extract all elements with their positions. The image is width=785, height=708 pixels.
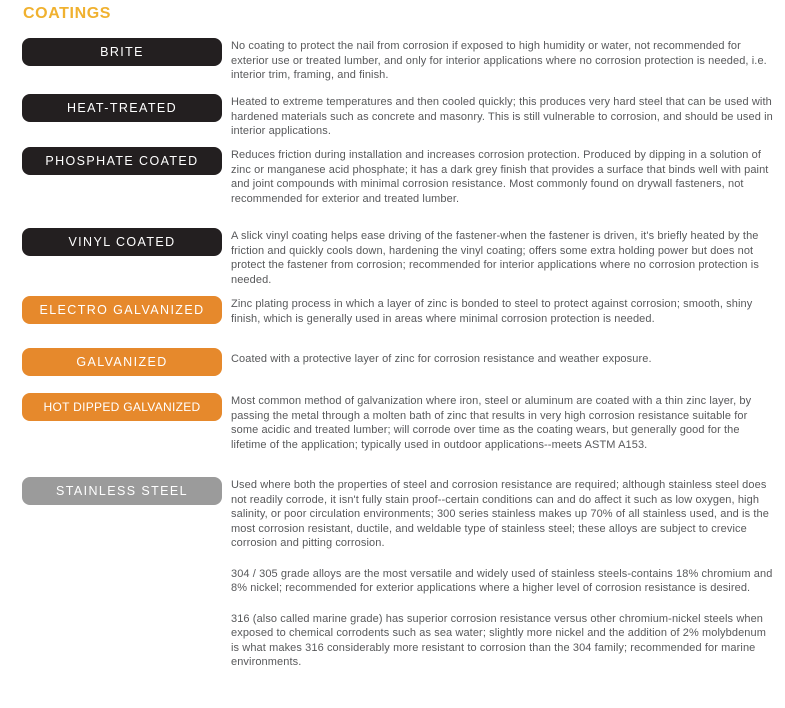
coating-badge-electro-galvanized: ELECTRO GALVANIZED [22,296,222,324]
coating-description-heat-treated [231,94,777,139]
coating-row-stainless-steel [22,477,777,670]
coating-badge-vinyl-coated: VINYL COATED [22,228,222,256]
coating-badge-brite: BRITE [22,38,222,66]
coating-description-hot-dipped-galvanized [231,393,777,452]
coating-badge-galvanized: GALVANIZED [22,348,222,376]
description-paragraph: A slick vinyl coating helps ease driving of the fastener-when the fastener is driven, it's briefly heated by the friction and quickly cools down, hardening the vinyl coating; offers some extra holding power but does not protect the fastener from corrosion; recommended for interior applications where no corrosion protection is needed. [231,230,759,286]
coating-badge-stainless-steel: STAINLESS STEEL [22,477,222,505]
coating-description-vinyl-coated [231,228,777,287]
coating-description-electro-galvanized [231,296,777,326]
coating-description-phosphate-coated [231,147,777,206]
coating-description-galvanized [231,348,777,367]
description-paragraph: Coated with a protective layer of zinc for corrosion resistance and weather exposure. [231,353,652,365]
coating-row-brite [22,38,777,83]
coating-row-vinyl-coated [22,228,777,287]
coating-row-hot-dipped-galvanized [22,393,777,452]
coating-badge-heat-treated: HEAT-TREATED [22,94,222,122]
description-paragraph: No coating to protect the nail from corrosion if exposed to high humidity or water, not recommended for exterior use or treated lumber, and only for interior applications where no corrosion protection is needed, i.e. interior trim, framing, and finish. [231,40,767,81]
description-paragraph: Reduces friction during installation and increases corrosion protection. Produced by dipping in a solution of zinc or manganese acid phosphate; it has a dark grey finish that provides a surface that binds well with paint and joint compounds with minimal corrosion resistance. Most commonly found on drywall fasteners, not recommended for exterior and treated lumber. [231,149,769,205]
description-paragraph: Zinc plating process in which a layer of zinc is bonded to steel to protect against corrosion; smooth, shiny finish, which is generally used in areas where minimal corrosion protection is needed. [231,298,753,325]
coating-description-brite [231,38,777,83]
coating-description-stainless-steel [231,477,777,670]
coating-row-electro-galvanized [22,296,777,326]
description-paragraph: 304 / 305 grade alloys are the most versatile and widely used of stainless steels-contains 18% chromium and 8% nickel; recommended for exterior applications where a higher level of corrosion resistance is desired. [231,567,773,594]
coating-row-heat-treated [22,94,777,139]
description-paragraph: 316 (also called marine grade) has superior corrosion resistance versus other chromium-nickel steels when exposed to chemical corrodents such as sea water; slightly more nickel and the addition of 2% molybdenum is what makes 316 considerably more resistant to corrosion than the 304 family; recommended for marine environments. [231,612,767,668]
coating-row-phosphate-coated [22,147,777,206]
coating-badge-hot-dipped-galvanized: HOT DIPPED GALVANIZED [22,393,222,421]
description-paragraph: Used where both the properties of steel and corrosion resistance are required; although stainless steel does not readily corrode, it isn't fully stain proof--certain conditions can and do affect it such as low oxygen, high salinity, or poor circulation environments; 300 series stainless makes up 70% of all stainless used, and is the most corrosion resistant, ductile, and weldable type of stainless steel; these alloys are subject to crevice corrosion and pitting corrosion. [231,479,769,549]
page-title: COATINGS [23,5,112,22]
coating-row-galvanized [22,348,777,376]
description-paragraph: Most common method of galvanization where iron, steel or aluminum are coated with a thin zinc layer, by passing the metal through a molten bath of zinc that results in very high corrosion resistance suitable for some acidic and treated lumber; will corrode over time as the coating wears, but generally good for the lifetime of the application; typically used in outdoor applications--meets ASTM A153. [231,395,752,451]
description-paragraph: Heated to extreme temperatures and then cooled quickly; this produces very hard steel that can be used with hardened materials such as concrete and masonry. This is still vulnerable to corrosion, and should be used in interior applications. [231,96,773,137]
coating-badge-phosphate-coated: PHOSPHATE COATED [22,147,222,175]
